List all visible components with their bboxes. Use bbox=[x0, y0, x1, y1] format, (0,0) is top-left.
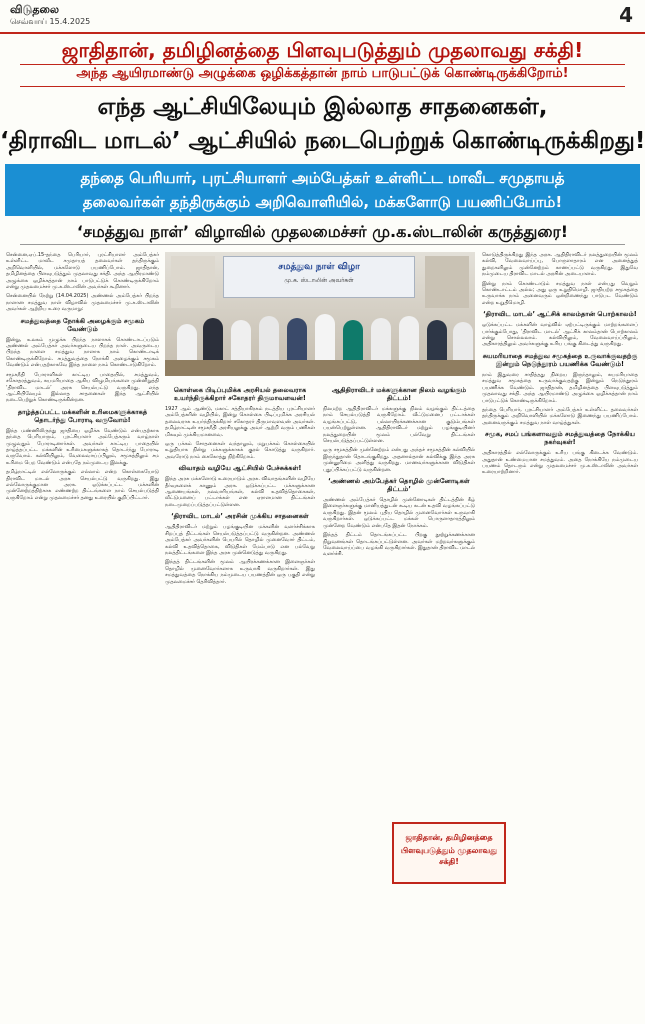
band-line-2: தலைவர்கள் தந்திருக்கும் அறிவொளியில், மக்களோடு பயணிப்போம்! bbox=[82, 193, 563, 211]
inset-headline-box bbox=[392, 822, 506, 884]
sub-headline: அந்த ஆயிரமாண்டு அழுக்கை ஒழிக்கத்தான் நாம் பாடுபட்டுக் கொண்டிருக்கிறோம்! bbox=[76, 66, 569, 81]
article-column-1 bbox=[6, 252, 159, 1018]
article-paragraph: ஆதிதிராவிடர் மற்றும் பழங்குடியின மக்களின் வளர்ச்சிக்காக சிறப்புத் திட்டங்கள் செயல்படுத்தப்பட்டு வருகின்றன. அண்ணல் அம்பேத்கர் அவர்களின் பெயரில் தொழில் முனைவோர் திட்டம், கல்வி உதவித்தொகை, விடுதிகள் மேம்பாடு என பல்வேறு நலத்திட்டங்களை இந்த அரசு முன்னெடுத்து வருகிறது. bbox=[165, 524, 315, 556]
portrait-leaders bbox=[425, 256, 469, 308]
banner-title: சமத்துவ நாள் விழா bbox=[278, 262, 360, 272]
inset-line-2: பிளவுபடுத்தும் முதலாவது சக்தி! bbox=[400, 846, 498, 866]
stage-banner bbox=[223, 256, 415, 298]
article-paragraph: கொடுத்திருக்கிறது இந்த அரசு. ஆதிதிராவிடர் நலத்துறையின் மூலம் கல்வி, வேலைவாய்ப்பு, பொருளாதாரம் என அனைத்துத் துறைகளிலும் முன்னேற்றம் காணப்பட்டு வருகிறது. இதுவே நம்முடைய திராவிட மாடல் அரசின் அடையாளம். bbox=[482, 252, 638, 278]
article-paragraph: 1927 ஆம் ஆண்டு, மகாட் சத்தியாகிரகம் நடத்திய புரட்சியாளர் அம்பேத்கரின் வழியில், இன்று கொள்கை பிடிப்புமிக்க அரசியல் தலைவராக உயர்ந்திருக்கிறார் சகோதரர் திருமாவளவன் அவர்கள். தமிழ்நாட்டின் சமூகநீதி அரசியலுக்கு அவர் ஆற்றி வரும் பணிகள் மிகவும் முக்கியமானவை. bbox=[165, 406, 315, 438]
headline-line-4: ‘திராவிட மாடல்’ ஆட்சியில் நடைபெற்றுக் கொண்டிருக்கிறது! bbox=[0, 128, 645, 154]
main-headline: ஜாதிதான், தமிழினத்தை பிளவுபடுத்தும் முதலாவது சக்தி! bbox=[61, 38, 584, 62]
article-paragraph: ஒடுக்கப்பட்ட மக்களின் வாழ்வில் ஏற்பட்டிருக்கும் மாற்றங்களைப் பார்க்கும்போது, ‘திராவிட மாடல்’ ஆட்சிக் காலம்தான் பொற்காலம் என்று சொல்லலாம். கல்வியிலும், வேலைவாய்ப்பிலும், அதிகாரத்திலும் அவர்களுக்கு உரிய பங்கு கிடைத்து வருகிறது. bbox=[482, 322, 638, 348]
headline-rule bbox=[20, 86, 625, 87]
article-subheading: தாழ்த்தப்பட்ட மக்களின் உரிமைகளுக்காகத் தொடர்ந்து போராடி வருவோம்! bbox=[17, 407, 148, 424]
article-paragraph: நாம் இதுவரை சாதித்தது நிறைய இருந்தாலும், சுயமரியாதை சமத்துவ சமூகத்தை உருவாக்குவதற்கு இன்றும் நெடுந்தூரம் பயணிக்க வேண்டும். ஜாதிதான், தமிழினத்தை பிளவுபடுத்தும் முதலாவது சக்தி. அந்த ஆயிரமாண்டு அழுக்கை ஒழிக்கத்தான் நாம் பாடுபட்டுக் கொண்டிருக்கிறோம். bbox=[482, 371, 638, 404]
article-paragraph: இந்த மண்ணிலிருந்து ஜாதியை ஒழிக்க வேண்டும் என்பதற்காக தந்தை பெரியாரும், புரட்சியாளர் அம்பேத்கரும் வாழ்நாள் முழுவதும் போராடினார்கள். அவர்கள் காட்டிய பாதையில் தாழ்த்தப்பட்ட மக்களின் உரிமைகளுக்காகத் தொடர்ந்து போராடி வருவோம். கல்வியிலும், வேலைவாய்ப்பிலும், சமூகத்திலும் சம உரிமை பெற வேண்டும் என்பதே நம்முடைய இலக்கு. bbox=[6, 427, 159, 466]
article-paragraph: நிலமற்ற ஆதிதிராவிடர் மக்களுக்கு நிலம் வழங்கும் திட்டத்தை நாம் செயல்படுத்தி வருகிறோம். வீட்டுமனைப் பட்டாக்கள் வழங்கப்பட்டு, பல்லாயிரக்கணக்கான குடும்பங்கள் பயன்பெற்றுள்ளன. ஆதிதிராவிடர் மற்றும் பழங்குடியினர் நலத்துறையின் மூலம் பல்வேறு திட்டங்கள் செயல்படுத்தப்பட்டுள்ளன. bbox=[323, 406, 475, 445]
article-paragraph: இந்தத் திட்டங்களின் மூலம் ஆயிரக்கணக்கான இளைஞர்கள் தொழில் முனைவோர்களாக உருவாகி வருகிறார்கள். இது சமத்துவத்தை நோக்கிய நம்முடைய பயணத்தின் ஒரு பகுதி என்று முதலமைச்சர் தெரிவித்தார். bbox=[165, 559, 315, 585]
article-subheading: ‘திராவிட மாடல்’ அரசின் முக்கிய சாதனைகள் bbox=[171, 512, 309, 521]
article-subheading: விவாதம் வழியே ஆட்சியில் பேச்சுக்கள்! bbox=[178, 464, 302, 473]
article-paragraph: அதிகாரத்தில் எல்லோருக்கும் உரிய பங்கு கிடைக்க வேண்டும். அதுதான் உண்மையான சமத்துவம். அதை நோக்கியே நம்முடைய பயணம் தொடரும் என்று முதலமைச்சர் மு.க.ஸ்டாலின் அவர்கள் உரையாற்றினார். bbox=[482, 450, 638, 476]
article-paragraph: ஒரு பக்கம் சோதனைகள் வந்தாலும், மறுபக்கம் கொள்கையில் உறுதியாக நின்று மக்களுக்காகக் குரல் கொடுத்து வருகிறார். அவரோடு நாம் கைகோத்து நிற்கிறோம். bbox=[165, 441, 315, 460]
article-paragraph: சமூகநீதி போராளிகள் காட்டிய பாதையில், சமத்துவம், சகோதரத்துவம், சுயமரியாதை ஆகிய விழுமியங்களை முன்னிறுத்தி ‘திராவிட மாடல்’ அரசு செயல்பட்டு வருகிறது. எந்த ஆட்சியிலேயும் இல்லாத சாதனைகள் இந்த ஆட்சியில் நடைபெற்றுக் கொண்டிருக்கின்றன. bbox=[6, 371, 159, 404]
article-column-2 bbox=[165, 382, 315, 1018]
masthead bbox=[0, 0, 645, 34]
section-rule bbox=[20, 244, 625, 245]
article-subheading: சுயமரியாதை சமத்துவ சமூகத்தை உருவாக்குவதற்கு இன்றும் நெடுந்தூரம் பயணிக்க வேண்டும்! bbox=[482, 351, 638, 368]
article-subheading: கொள்கை பிடிப்புமிக்க அரசியல் தலைவராக உயர்ந்திருக்கிறார் சகோதரர் திருமாவளவன்! bbox=[173, 386, 307, 402]
newspaper-name: விடுதலை bbox=[10, 3, 60, 16]
article-subheading: ஆதிதிராவிடர் மக்களுக்கான நிலம் வழங்கும் திட்டம்! bbox=[331, 386, 467, 402]
article-column-4 bbox=[482, 252, 638, 1018]
article-paragraph: இன்று நாம் கொண்டாடும் சமத்துவ நாள் என்பது வெறும் கொண்டாட்டம் அல்ல; அது ஒரு உறுதிமொழி. ஜாதியற்ற சமூகத்தை உருவாக்க நாம் அனைவரும் ஒன்றிணைந்து பாடுபட வேண்டும் என்ற உறுதிமொழி. bbox=[482, 280, 638, 306]
article-paragraph: அண்ணல் அம்பேத்கர் தொழில் முன்னோடிகள் திட்டத்தின் கீழ் இளைஞர்களுக்கு மானியத்துடன் கூடிய கடன் உதவி வழங்கப்பட்டு வருகிறது. இதன் மூலம் புதிய தொழில் முனைவோர்கள் உருவாகி வருகிறார்கள். ஒடுக்கப்பட்ட மக்கள் பொருளாதாரத்திலும் முன்னேற வேண்டும் என்பதே இதன் நோக்கம். bbox=[323, 497, 475, 529]
article-paragraph: இன்று, உலகம் முழுக்க பிறந்த நாளாகக் கொண்டாடப்படும் அண்ணல் அம்பேத்கர் அவர்களுடைய பிறந்த நாள். அவருடைய பிறந்த நாளை சமத்துவ நாளாக நாம் கொண்டாடிக் கொண்டிருக்கிறோம். சமத்துவத்தை நோக்கி அழைக்கும் சமூகம் வேண்டும் என்பதற்காகவே இந்த நாளை நாம் கொண்டாடுகிறோம். bbox=[6, 336, 159, 369]
article-subheading: ‘திராவிட மாடல்’ ஆட்சிக் காலம்தான் பொற்காலம்! bbox=[483, 310, 637, 319]
occasion-headline: ‘சமத்துவ நாள்’ விழாவில் முதலமைச்சர் மு.க.ஸ்டாலின் கருத்துரை! bbox=[76, 222, 569, 241]
stage-floor bbox=[165, 360, 475, 376]
article-paragraph: சென்னை,ஏப்.15-தந்தை பெரியார், புரட்சியாளர் அம்பேத்கர் உள்ளிட்ட மாவீட சமுதாயத் தலைவர்கள் தந்திருக்கும் அறிவொளியில், மக்களோடு பயணிப்போம். ஜாதிதான், தமிழினத்தை பிளவுபடுத்தும் முதலாவது சக்தி. அந்த ஆயிரமாண்டு அழுக்கை ஒழிக்கத்தான் நாம் பாடுபட்டுக் கொண்டிருக்கிறோம் என்று முதலமைச்சர் மு.க.ஸ்டாலின் அவர்கள் கூறினார். bbox=[6, 252, 159, 291]
article-subheading: சமூக, சமப் பங்களாவதும் சமத்துவத்தை நோக்கிய நகர்வுகள்! bbox=[484, 430, 636, 447]
article-paragraph: இந்த அரசு மக்களோடு உரையாடும் அரசு. விவாதங்களின் வழியே தீர்வுகளைக் காணும் அரசு. ஒடுக்கப்பட்ட மக்களுக்கான ஆணையங்கள், நலவாரியங்கள், கல்வி உதவித்தொகைகள், வீட்டுமனைப் பட்டாக்கள் என ஏராளமான திட்டங்கள் நடைமுறைப்படுத்தப்பட்டுள்ளன. bbox=[165, 476, 315, 508]
banner-subtitle: மு.க. ஸ்டாலின் அவர்கள் bbox=[284, 277, 354, 284]
headline-rule bbox=[20, 64, 625, 65]
band-line-1: தந்தை பெரியார், புரட்சியாளர் அம்பேத்கர் உள்ளிட்ட மாவீட சமுதாயத் bbox=[80, 169, 565, 187]
article-paragraph: சென்னையில் நேற்று (14.04.2025) அண்ணல் அம்பேத்கர் பிறந்த நாளான சமத்துவ நாள் விழாவில் முதலமைச்சர் மு.க.ஸ்டாலின் அவர்கள் ஆற்றிய உரை வருமாறு: bbox=[6, 293, 159, 313]
blue-highlight-band bbox=[5, 164, 640, 216]
portrait-periyar bbox=[171, 256, 215, 308]
headline-line-3: எந்த ஆட்சியிலேயும் இல்லாத சாதனைகள், bbox=[97, 94, 548, 120]
article-paragraph: தமிழ்நாட்டில் எல்லோருக்கும் எல்லாம் என்ற கொள்கையோடு திராவிட மாடல் அரசு செயல்பட்டு வருகிறது. இது எல்லோருக்குமான அரசு. ஒடுக்கப்பட்ட மக்களின் முன்னேற்றத்திற்காக எண்ணற்ற திட்டங்களை நாம் செயல்படுத்தி வருகிறோம் என்று முதலமைச்சர் தனது உரையில் குறிப்பிட்டார். bbox=[6, 469, 159, 501]
article-paragraph: இந்தத் திட்டம் தொடங்கப்பட்ட பிறகு நூற்றுக்கணக்கான நிறுவனங்கள் தொடங்கப்பட்டுள்ளன. அவர்கள் மற்றவர்களுக்கும் வேலைவாய்ப்பை வழங்கி வருகிறார்கள். இதுதான் திராவிட மாடல் வளர்ச்சி. bbox=[323, 532, 475, 558]
article-paragraph: தந்தை பெரியார், புரட்சியாளர் அம்பேத்கர் உள்ளிட்ட தலைவர்கள் தந்திருக்கும் அறிவொளியில் மக்களோடு இணைந்து பயணிப்போம். அனைவருக்கும் சமத்துவ நாள் வாழ்த்துகள். bbox=[482, 406, 638, 426]
article-subheading: சமத்துவத்தை நோக்கி அழைக்கும் சமூகம் வேண்டும் bbox=[20, 316, 145, 333]
issue-date: செவ்வாய் 15.4.2025 bbox=[10, 17, 91, 26]
article-column-3 bbox=[323, 382, 475, 816]
article-subheading: ‘அண்ணல் அம்பேத்கர் தொழில் முன்னோடிகள் திட்டம்’ bbox=[328, 477, 470, 494]
inset-line-1: ஜாதிதான், தமிழினத்தை bbox=[405, 833, 493, 842]
page-number: 4 bbox=[619, 3, 633, 27]
article-paragraph: ஒரு சமூகத்தின் முன்னேற்றம் என்பது அந்தச் சமூகத்தின் கல்வியில் இருந்துதான் தொடங்குகிறது. அதனால்தான் கல்விக்கு இந்த அரசு முன்னுரிமை அளித்து வருகிறது. மாணவர்களுக்கான விடுதிகள் புதுப்பிக்கப்பட்டு வருகின்றன. bbox=[323, 447, 475, 473]
event-photo bbox=[165, 252, 475, 376]
